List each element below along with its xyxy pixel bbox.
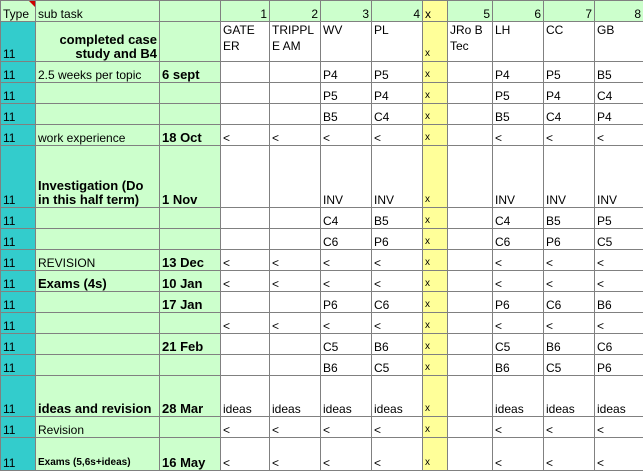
grid-cell[interactable]: C5 <box>595 229 643 250</box>
grid-cell[interactable]: x <box>423 62 448 83</box>
date-cell[interactable] <box>160 22 221 62</box>
grid-cell[interactable]: GATE ER <box>221 22 270 62</box>
grid-cell[interactable]: x <box>423 271 448 292</box>
date-cell[interactable] <box>160 208 221 229</box>
grid-cell[interactable]: INV <box>493 146 544 208</box>
grid-cell[interactable] <box>221 62 270 83</box>
header-sub-task[interactable]: sub task <box>36 1 160 22</box>
grid-cell[interactable]: x <box>423 22 448 62</box>
grid-cell[interactable]: GB <box>595 22 643 62</box>
grid-cell[interactable] <box>270 62 321 83</box>
grid-cell[interactable]: x <box>423 376 448 417</box>
date-cell[interactable]: 10 Jan <box>160 271 221 292</box>
grid-cell[interactable]: ideas <box>595 376 643 417</box>
grid-cell[interactable] <box>221 83 270 104</box>
grid-cell[interactable]: < <box>221 271 270 292</box>
grid-cell[interactable] <box>448 125 493 146</box>
grid-cell[interactable]: P6 <box>321 292 372 313</box>
sub-task-cell[interactable] <box>36 355 160 376</box>
grid-cell[interactable] <box>270 292 321 313</box>
type-cell[interactable]: 11 <box>1 83 36 104</box>
grid-cell[interactable] <box>221 229 270 250</box>
grid-cell[interactable]: x <box>423 83 448 104</box>
grid-cell[interactable]: B5 <box>372 208 423 229</box>
type-cell[interactable]: 11 <box>1 417 36 438</box>
table-row <box>1 376 643 417</box>
grid-cell[interactable]: x <box>423 104 448 125</box>
grid-cell[interactable]: < <box>595 438 643 471</box>
grid-cell[interactable]: < <box>544 438 595 471</box>
grid-cell[interactable] <box>448 271 493 292</box>
grid-cell[interactable]: < <box>221 417 270 438</box>
grid-cell[interactable] <box>448 83 493 104</box>
grid-cell[interactable]: x <box>423 417 448 438</box>
header-col-2[interactable]: 2 <box>270 1 321 22</box>
table-row <box>1 250 643 271</box>
grid-cell[interactable]: C6 <box>321 229 372 250</box>
sub-task-cell[interactable]: work experience <box>36 125 160 146</box>
grid-cell[interactable]: ideas <box>270 376 321 417</box>
type-cell[interactable]: 11 <box>1 146 36 208</box>
grid-cell[interactable]: P5 <box>493 83 544 104</box>
grid-cell[interactable] <box>448 229 493 250</box>
grid-cell[interactable] <box>221 104 270 125</box>
date-cell[interactable]: 6 sept <box>160 62 221 83</box>
grid-cell[interactable]: < <box>544 250 595 271</box>
grid-cell[interactable]: C4 <box>544 104 595 125</box>
comment-marker-icon <box>29 1 35 7</box>
grid-cell[interactable]: B6 <box>321 355 372 376</box>
grid-cell[interactable]: x <box>423 438 448 471</box>
grid-cell[interactable] <box>448 313 493 334</box>
grid-cell[interactable]: ideas <box>221 376 270 417</box>
type-cell[interactable]: 11 <box>1 250 36 271</box>
sub-task-cell[interactable] <box>36 83 160 104</box>
grid-cell[interactable]: < <box>221 438 270 471</box>
grid-cell[interactable]: < <box>493 250 544 271</box>
grid-cell[interactable]: P4 <box>372 83 423 104</box>
grid-cell[interactable]: < <box>270 417 321 438</box>
grid-cell[interactable]: INV <box>544 146 595 208</box>
header-col-4[interactable]: 4 <box>372 1 423 22</box>
table-row <box>1 438 643 471</box>
grid-cell[interactable]: < <box>493 313 544 334</box>
grid-cell[interactable]: < <box>372 125 423 146</box>
grid-cell[interactable]: P6 <box>493 292 544 313</box>
grid-cell[interactable]: C6 <box>595 334 643 355</box>
grid-cell[interactable]: < <box>493 438 544 471</box>
header-type[interactable]: Type <box>1 1 36 22</box>
grid-cell[interactable]: < <box>372 271 423 292</box>
grid-cell[interactable]: C4 <box>595 83 643 104</box>
header-col-6[interactable]: 6 <box>493 1 544 22</box>
grid-cell[interactable]: < <box>321 250 372 271</box>
grid-cell[interactable]: < <box>321 438 372 471</box>
header-col-1[interactable]: 1 <box>221 1 270 22</box>
sub-task-cell[interactable]: ideas and revision <box>36 376 160 417</box>
table-row <box>1 104 643 125</box>
grid-cell[interactable]: B5 <box>544 208 595 229</box>
grid-cell[interactable]: x <box>423 146 448 208</box>
grid-cell[interactable]: < <box>544 417 595 438</box>
grid-cell[interactable]: < <box>595 313 643 334</box>
grid-cell[interactable]: < <box>493 271 544 292</box>
header-col-5[interactable]: 5 <box>448 1 493 22</box>
type-cell[interactable]: 11 <box>1 313 36 334</box>
header-col-8[interactable]: 8 <box>595 1 643 22</box>
grid-cell[interactable]: B6 <box>544 334 595 355</box>
grid-cell[interactable]: P5 <box>595 208 643 229</box>
grid-cell[interactable]: < <box>270 125 321 146</box>
grid-cell[interactable]: C6 <box>544 292 595 313</box>
grid-cell[interactable]: < <box>221 250 270 271</box>
sub-task-cell[interactable]: Exams (4s) <box>36 271 160 292</box>
grid-cell[interactable]: < <box>372 313 423 334</box>
grid-cell[interactable]: < <box>321 125 372 146</box>
header-col-x[interactable]: x <box>423 1 448 22</box>
grid-cell[interactable]: P6 <box>544 229 595 250</box>
grid-cell[interactable] <box>221 292 270 313</box>
date-cell[interactable]: 17 Jan <box>160 292 221 313</box>
grid-cell[interactable]: x <box>423 313 448 334</box>
grid-cell[interactable]: < <box>544 313 595 334</box>
date-cell[interactable]: 16 May <box>160 438 221 471</box>
header-row <box>1 1 643 22</box>
grid-cell[interactable]: ideas <box>544 376 595 417</box>
grid-cell[interactable]: < <box>321 417 372 438</box>
sub-task-cell[interactable] <box>36 313 160 334</box>
type-cell[interactable]: 11 <box>1 271 36 292</box>
grid-cell[interactable]: P6 <box>595 355 643 376</box>
type-cell[interactable]: 11 <box>1 438 36 471</box>
grid-cell[interactable]: x <box>423 125 448 146</box>
sub-task-cell[interactable] <box>36 334 160 355</box>
grid-cell[interactable]: ideas <box>321 376 372 417</box>
header-col-3[interactable]: 3 <box>321 1 372 22</box>
grid-cell[interactable]: < <box>270 271 321 292</box>
grid-cell[interactable] <box>448 292 493 313</box>
date-cell[interactable]: 18 Oct <box>160 125 221 146</box>
type-cell[interactable]: 11 <box>1 229 36 250</box>
grid-cell[interactable] <box>270 334 321 355</box>
header-col-7[interactable]: 7 <box>544 1 595 22</box>
grid-cell[interactable] <box>270 208 321 229</box>
table-row <box>1 125 643 146</box>
grid-cell[interactable]: x <box>423 250 448 271</box>
grid-cell[interactable]: P5 <box>321 83 372 104</box>
grid-cell[interactable]: C4 <box>321 208 372 229</box>
grid-cell[interactable]: x <box>423 208 448 229</box>
grid-cell[interactable]: P5 <box>544 62 595 83</box>
grid-cell[interactable]: C4 <box>372 104 423 125</box>
table-row <box>1 292 643 313</box>
grid-cell[interactable]: < <box>493 125 544 146</box>
grid-cell[interactable] <box>448 376 493 417</box>
date-cell[interactable] <box>160 417 221 438</box>
grid-cell[interactable] <box>270 229 321 250</box>
date-cell[interactable] <box>160 355 221 376</box>
grid-cell[interactable]: P4 <box>493 62 544 83</box>
grid-cell[interactable]: C5 <box>493 334 544 355</box>
sub-task-cell[interactable]: Revision <box>36 417 160 438</box>
grid-cell[interactable]: < <box>372 438 423 471</box>
grid-cell[interactable]: < <box>595 271 643 292</box>
type-cell[interactable]: 11 <box>1 208 36 229</box>
grid-cell[interactable]: INV <box>595 146 643 208</box>
grid-cell[interactable] <box>221 334 270 355</box>
sub-task-cell[interactable] <box>36 104 160 125</box>
table-row <box>1 334 643 355</box>
grid-cell[interactable] <box>448 62 493 83</box>
grid-cell[interactable] <box>448 355 493 376</box>
sub-task-cell[interactable] <box>36 229 160 250</box>
header-date-cell[interactable] <box>160 1 221 22</box>
sub-task-cell[interactable]: REVISION <box>36 250 160 271</box>
grid-cell[interactable]: x <box>423 355 448 376</box>
grid-cell[interactable] <box>270 355 321 376</box>
grid-cell[interactable]: INV <box>321 146 372 208</box>
grid-cell[interactable]: P6 <box>372 229 423 250</box>
table-row <box>1 83 643 104</box>
grid-cell[interactable]: < <box>270 250 321 271</box>
type-cell[interactable]: 11 <box>1 62 36 83</box>
grid-cell[interactable]: B5 <box>321 104 372 125</box>
grid-cell[interactable] <box>448 417 493 438</box>
grid-cell[interactable]: LH <box>493 22 544 62</box>
date-cell[interactable]: 13 Dec <box>160 250 221 271</box>
grid-cell[interactable] <box>270 104 321 125</box>
type-cell[interactable]: 11 <box>1 125 36 146</box>
grid-cell[interactable]: < <box>270 438 321 471</box>
grid-cell[interactable]: C5 <box>372 355 423 376</box>
grid-cell[interactable] <box>448 250 493 271</box>
grid-cell[interactable]: ideas <box>493 376 544 417</box>
grid-cell[interactable] <box>221 208 270 229</box>
grid-cell[interactable]: JRo B Tec <box>448 22 493 62</box>
grid-cell[interactable]: < <box>595 250 643 271</box>
grid-cell[interactable]: < <box>321 313 372 334</box>
grid-cell[interactable] <box>221 146 270 208</box>
grid-cell[interactable]: B5 <box>493 104 544 125</box>
grid-cell[interactable]: P4 <box>321 62 372 83</box>
table-row <box>1 313 643 334</box>
grid-cell[interactable]: x <box>423 292 448 313</box>
grid-cell[interactable]: < <box>595 417 643 438</box>
table-row <box>1 271 643 292</box>
grid-cell[interactable]: ideas <box>372 376 423 417</box>
grid-cell[interactable]: P4 <box>595 104 643 125</box>
grid-cell[interactable]: C6 <box>493 229 544 250</box>
grid-cell[interactable]: CC <box>544 22 595 62</box>
grid-cell[interactable] <box>221 355 270 376</box>
grid-cell[interactable]: < <box>595 125 643 146</box>
grid-cell[interactable]: PL <box>372 22 423 62</box>
grid-cell[interactable]: TRIPPL E AM <box>270 22 321 62</box>
grid-cell[interactable]: < <box>372 417 423 438</box>
grid-cell[interactable]: C6 <box>372 292 423 313</box>
grid-cell[interactable]: < <box>221 313 270 334</box>
table-row <box>1 208 643 229</box>
grid-cell[interactable]: < <box>321 271 372 292</box>
type-cell[interactable]: 11 <box>1 292 36 313</box>
date-cell[interactable]: 21 Feb <box>160 334 221 355</box>
grid-cell[interactable] <box>270 83 321 104</box>
sub-task-cell[interactable]: 2.5 weeks per topic <box>36 62 160 83</box>
grid-cell[interactable]: < <box>544 125 595 146</box>
grid-cell[interactable]: INV <box>372 146 423 208</box>
grid-cell[interactable]: < <box>372 250 423 271</box>
table-row <box>1 22 643 62</box>
sub-task-cell[interactable]: Investigation (Do in this half term) <box>36 146 160 208</box>
grid-cell[interactable] <box>448 208 493 229</box>
grid-cell[interactable]: < <box>493 417 544 438</box>
sub-task-cell[interactable] <box>36 292 160 313</box>
date-cell[interactable] <box>160 313 221 334</box>
table-row <box>1 355 643 376</box>
grid-cell[interactable]: < <box>544 271 595 292</box>
grid-cell[interactable] <box>448 146 493 208</box>
grid-cell[interactable]: < <box>221 125 270 146</box>
type-cell[interactable]: 11 <box>1 22 36 62</box>
grid-cell[interactable]: x <box>423 229 448 250</box>
grid-cell[interactable]: B6 <box>493 355 544 376</box>
date-cell[interactable]: 1 Nov <box>160 146 221 208</box>
grid-cell[interactable] <box>448 334 493 355</box>
grid-cell[interactable]: B6 <box>595 292 643 313</box>
sub-task-cell[interactable] <box>36 208 160 229</box>
grid-cell[interactable]: P5 <box>372 62 423 83</box>
type-cell[interactable]: 11 <box>1 355 36 376</box>
sub-task-cell[interactable]: completed case study and B4 <box>36 22 160 62</box>
grid-cell[interactable]: x <box>423 334 448 355</box>
type-cell[interactable]: 11 <box>1 376 36 417</box>
sub-task-cell[interactable]: Exams (5,6s+ideas) <box>36 438 160 471</box>
grid-cell[interactable]: C4 <box>493 208 544 229</box>
grid-cell[interactable]: C5 <box>544 355 595 376</box>
grid-cell[interactable]: < <box>270 313 321 334</box>
date-cell[interactable] <box>160 104 221 125</box>
type-cell[interactable]: 11 <box>1 104 36 125</box>
table-row <box>1 417 643 438</box>
date-cell[interactable] <box>160 83 221 104</box>
grid-cell[interactable] <box>448 104 493 125</box>
grid-cell[interactable]: P4 <box>544 83 595 104</box>
type-cell[interactable]: 11 <box>1 334 36 355</box>
grid-cell[interactable]: WV <box>321 22 372 62</box>
grid-cell[interactable] <box>270 146 321 208</box>
date-cell[interactable]: 28 Mar <box>160 376 221 417</box>
date-cell[interactable] <box>160 229 221 250</box>
grid-cell[interactable]: B5 <box>595 62 643 83</box>
grid-cell[interactable]: B6 <box>372 334 423 355</box>
grid-cell[interactable] <box>448 438 493 471</box>
grid-cell[interactable]: C5 <box>321 334 372 355</box>
table-row <box>1 62 643 83</box>
table-row <box>1 229 643 250</box>
table-row <box>1 146 643 208</box>
